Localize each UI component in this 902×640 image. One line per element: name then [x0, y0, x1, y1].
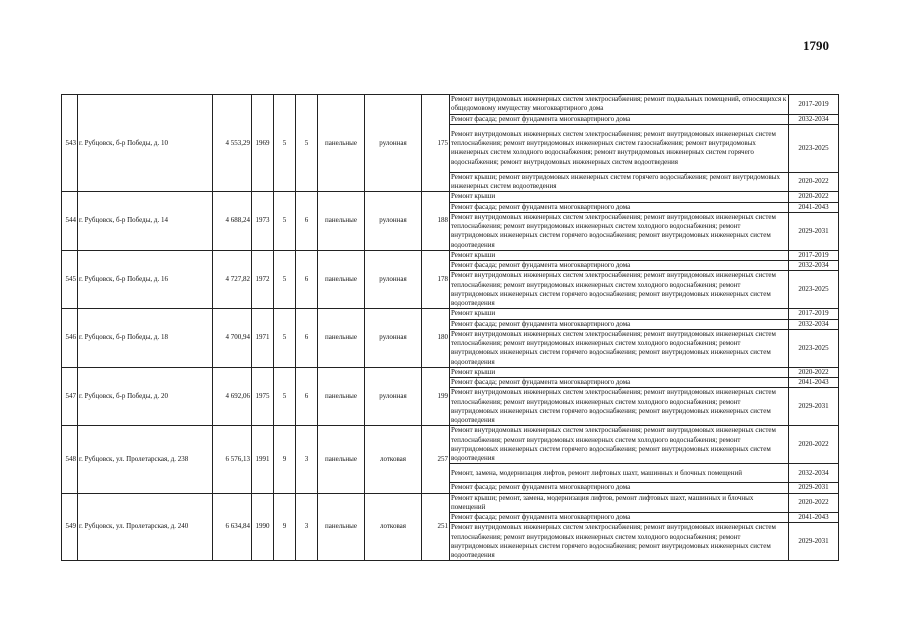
record-roof-type: рулонная — [365, 95, 422, 192]
record-floors: 9 — [274, 493, 296, 561]
table-row — [62, 95, 839, 115]
record-area: 4 700,94 — [213, 309, 252, 368]
work-description: Ремонт фасада; ремонт фундамента многоквартирного дома — [450, 483, 789, 493]
record-floors: 5 — [274, 250, 296, 309]
work-period: 2041-2043 — [789, 378, 839, 388]
work-period: 2032-2034 — [789, 464, 839, 483]
record-roof-type: рулонная — [365, 309, 422, 368]
work-period: 2020-2022 — [789, 192, 839, 202]
record-number: 543 — [62, 95, 78, 192]
record-residents: 180 — [422, 309, 450, 368]
record-year: 1991 — [252, 426, 274, 493]
work-description: Ремонт фасада; ремонт фундамента многоквартирного дома — [450, 513, 789, 523]
record-number: 545 — [62, 250, 78, 309]
record-floors: 9 — [274, 426, 296, 493]
record-residents: 251 — [422, 493, 450, 561]
work-period: 2029-2031 — [789, 523, 839, 561]
repair-program-table — [61, 94, 839, 561]
work-period: 2023-2025 — [789, 124, 839, 172]
record-address: г. Рубцовск, ул. Пролетарская, д. 240 — [78, 493, 213, 561]
record-number: 546 — [62, 309, 78, 368]
work-period: 2029-2031 — [789, 483, 839, 493]
work-description: Ремонт крыши — [450, 309, 789, 319]
record-residents: 188 — [422, 192, 450, 251]
table-row — [62, 493, 839, 513]
record-area: 4 692,06 — [213, 367, 252, 426]
work-description: Ремонт крыши; ремонт внутридомовых инженерных систем горячего водоснабжения; ремонт внутридомовых инженерных систем водоотведения — [450, 172, 789, 192]
work-period: 2029-2031 — [789, 212, 839, 250]
record-address: г. Рубцовск, б-р Победы, д. 10 — [78, 95, 213, 192]
record-floors: 5 — [274, 367, 296, 426]
record-roof-type: рулонная — [365, 250, 422, 309]
work-period: 2041-2043 — [789, 202, 839, 212]
record-area: 6 634,84 — [213, 493, 252, 561]
work-description: Ремонт внутридомовых инженерных систем электроснабжения; ремонт внутридомовых инженерных систем теплоснабжения; ремонт внутридомовых инженерных систем холодного водоснабжения; ремонт внутридомовых инженерных систем горячего водоснабжения; ремонт внутридомовых инженерных систем водоотведения — [450, 426, 789, 464]
work-period: 2032-2034 — [789, 261, 839, 271]
record-floors: 5 — [274, 309, 296, 368]
record-entrances: 6 — [296, 192, 318, 251]
record-entrances: 3 — [296, 426, 318, 493]
work-period: 2017-2019 — [789, 250, 839, 260]
record-wall-material: панельные — [318, 309, 365, 368]
table-row — [62, 192, 839, 202]
work-period: 2020-2022 — [789, 367, 839, 377]
record-address: г. Рубцовск, б-р Победы, д. 20 — [78, 367, 213, 426]
record-floors: 5 — [274, 192, 296, 251]
work-description: Ремонт фасада; ремонт фундамента многоквартирного дома — [450, 202, 789, 212]
work-period: 2017-2019 — [789, 95, 839, 115]
record-entrances: 6 — [296, 309, 318, 368]
work-period: 2020-2022 — [789, 172, 839, 192]
record-area: 4 553,29 — [213, 95, 252, 192]
record-residents: 178 — [422, 250, 450, 309]
record-year: 1990 — [252, 493, 274, 561]
record-roof-type: лотковая — [365, 493, 422, 561]
record-number: 548 — [62, 426, 78, 493]
record-wall-material: панельные — [318, 95, 365, 192]
record-area: 4 727,82 — [213, 250, 252, 309]
work-period: 2041-2043 — [789, 513, 839, 523]
record-residents: 175 — [422, 95, 450, 192]
work-period: 2023-2025 — [789, 329, 839, 367]
record-area: 4 688,24 — [213, 192, 252, 251]
work-description: Ремонт крыши — [450, 250, 789, 260]
work-description: Ремонт внутридомовых инженерных систем электроснабжения; ремонт внутридомовых инженерных систем теплоснабжения; ремонт внутридомовых инженерных систем холодного водоснабжения; ремонт внутридомовых инженерных систем горячего водоснабжения; ремонт внутридомовых инженерных систем водоотведения — [450, 523, 789, 561]
record-number: 544 — [62, 192, 78, 251]
record-year: 1969 — [252, 95, 274, 192]
record-entrances: 6 — [296, 367, 318, 426]
table-row — [62, 309, 839, 319]
record-number: 549 — [62, 493, 78, 561]
work-period: 2032-2034 — [789, 114, 839, 124]
record-area: 6 576,13 — [213, 426, 252, 493]
record-year: 1972 — [252, 250, 274, 309]
work-period: 2023-2025 — [789, 271, 839, 309]
work-description: Ремонт фасада; ремонт фундамента многоквартирного дома — [450, 261, 789, 271]
record-number: 547 — [62, 367, 78, 426]
record-entrances: 6 — [296, 250, 318, 309]
table-row — [62, 426, 839, 464]
record-wall-material: панельные — [318, 493, 365, 561]
record-roof-type: рулонная — [365, 192, 422, 251]
record-year: 1973 — [252, 192, 274, 251]
record-address: г. Рубцовск, б-р Победы, д. 16 — [78, 250, 213, 309]
work-description: Ремонт крыши; ремонт, замена, модернизация лифтов, ремонт лифтовых шахт, машинных и блочных помещений — [450, 493, 789, 513]
record-entrances: 3 — [296, 493, 318, 561]
work-description: Ремонт внутридомовых инженерных систем электроснабжения; ремонт внутридомовых инженерных систем теплоснабжения; ремонт внутридомовых инженерных систем холодного водоснабжения; ремонт внутридомовых инженерных систем горячего водоснабжения; ремонт внутридомовых инженерных систем водоотведения — [450, 388, 789, 426]
work-description: Ремонт, замена, модернизация лифтов, ремонт лифтовых шахт, машинных и блочных помещений — [450, 464, 789, 483]
work-description: Ремонт фасада; ремонт фундамента многоквартирного дома — [450, 319, 789, 329]
work-period: 2020-2022 — [789, 426, 839, 464]
record-roof-type: рулонная — [365, 367, 422, 426]
record-residents: 257 — [422, 426, 450, 493]
table-body — [62, 95, 839, 561]
work-period: 2032-2034 — [789, 319, 839, 329]
record-wall-material: панельные — [318, 250, 365, 309]
record-residents: 199 — [422, 367, 450, 426]
work-description: Ремонт внутридомовых инженерных систем электроснабжения; ремонт внутридомовых инженерных систем теплоснабжения; ремонт внутридомовых инженерных систем холодного водоснабжения; ремонт внутридомовых инженерных систем горячего водоснабжения; ремонт внутридомовых инженерных систем водоотведения — [450, 271, 789, 309]
work-description: Ремонт внутридомовых инженерных систем электроснабжения; ремонт подвальных помещений, относящихся к общедомовому имуществу многоквартирного дома — [450, 95, 789, 115]
work-description: Ремонт фасада; ремонт фундамента многоквартирного дома — [450, 378, 789, 388]
record-wall-material: панельные — [318, 426, 365, 493]
work-description: Ремонт крыши — [450, 192, 789, 202]
record-roof-type: лотковая — [365, 426, 422, 493]
work-period: 2017-2019 — [789, 309, 839, 319]
work-description: Ремонт внутридомовых инженерных систем электроснабжения; ремонт внутридомовых инженерных систем теплоснабжения; ремонт внутридомовых инженерных систем холодного водоснабжения; ремонт внутридомовых инженерных систем горячего водоснабжения; ремонт внутридомовых инженерных систем водоотведения — [450, 212, 789, 250]
work-description: Ремонт внутридомовых инженерных систем электроснабжения; ремонт внутридомовых инженерных систем теплоснабжения; ремонт внутридомовых инженерных систем газоснабжения; ремонт внутридомовых инженерных систем холодного водоснабжения; ремонт внутридомовых инженерных систем горячего водоснабжения; ремонт внутридомовых инженерных систем водоотведения — [450, 124, 789, 172]
table-row — [62, 250, 839, 260]
work-description: Ремонт крыши — [450, 367, 789, 377]
record-year: 1971 — [252, 309, 274, 368]
record-address: г. Рубцовск, ул. Пролетарская, д. 238 — [78, 426, 213, 493]
record-address: г. Рубцовск, б-р Победы, д. 14 — [78, 192, 213, 251]
record-floors: 5 — [274, 95, 296, 192]
record-wall-material: панельные — [318, 192, 365, 251]
work-description: Ремонт фасада; ремонт фундамента многоквартирного дома — [450, 114, 789, 124]
work-period: 2029-2031 — [789, 388, 839, 426]
record-address: г. Рубцовск, б-р Победы, д. 18 — [78, 309, 213, 368]
work-description: Ремонт внутридомовых инженерных систем электроснабжения; ремонт внутридомовых инженерных систем теплоснабжения; ремонт внутридомовых инженерных систем холодного водоснабжения; ремонт внутридомовых инженерных систем горячего водоснабжения; ремонт внутридомовых инженерных систем водоотведения — [450, 329, 789, 367]
record-entrances: 5 — [296, 95, 318, 192]
record-wall-material: панельные — [318, 367, 365, 426]
record-year: 1975 — [252, 367, 274, 426]
page-number: 1790 — [803, 38, 829, 53]
work-period: 2020-2022 — [789, 493, 839, 513]
table-row — [62, 367, 839, 377]
